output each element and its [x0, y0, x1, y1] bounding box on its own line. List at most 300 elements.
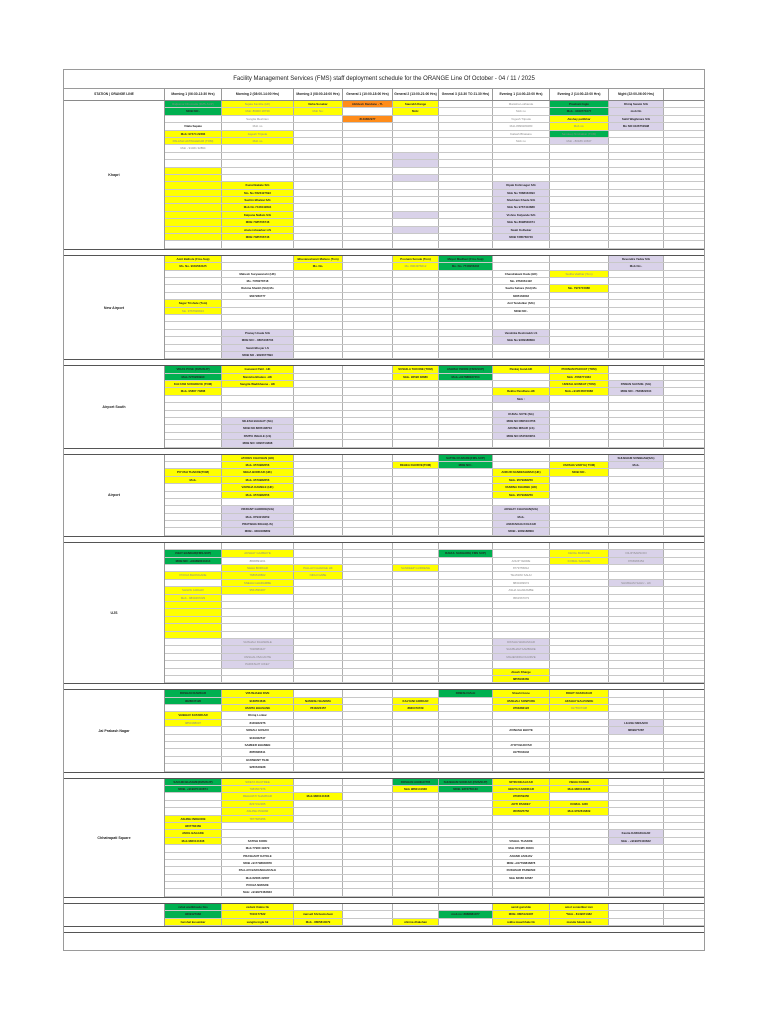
table-cell: harshal kusumkar [165, 919, 222, 925]
table-cell [294, 366, 343, 372]
table-row [165, 337, 704, 344]
table-cell: Mob 82086 32687 [222, 875, 294, 881]
table-cell [609, 131, 664, 137]
table-cell [294, 131, 343, 137]
table-cell: 9607289777 [222, 293, 294, 299]
table-cell [493, 602, 550, 608]
table-cell [393, 823, 439, 829]
table-cell [439, 300, 493, 306]
table-cell [550, 845, 609, 851]
table-cell [222, 669, 294, 675]
table-cell: Mob 9860141638 [294, 793, 343, 799]
table-cell [343, 366, 393, 372]
table-cell [439, 646, 493, 652]
table-cell [165, 425, 222, 431]
table-cell [294, 197, 343, 203]
table-cell: Mob - 9049771077 [550, 108, 609, 114]
table-cell [165, 609, 222, 615]
table-cell [393, 661, 439, 667]
table-cell [343, 521, 393, 527]
table-cell: Sangita Wadibhaune - HK [222, 381, 294, 387]
table-cell [393, 624, 439, 630]
table-cell: Mob No 7888163093 [493, 190, 550, 196]
table-cell: Mob - 9830497229 [165, 595, 222, 601]
table-row [165, 875, 704, 882]
station-block [64, 366, 704, 448]
table-cell [439, 808, 493, 814]
table-cell [439, 227, 493, 233]
table-cell [343, 801, 393, 807]
table-cell: MOB 7385766746 [222, 219, 294, 225]
table-cell: REHAVATI SHAMKAR [222, 793, 294, 799]
table-cell [294, 116, 343, 122]
table-cell: Mob: +919970463823 [222, 889, 294, 895]
table-row [165, 477, 704, 484]
table-cell [439, 153, 493, 159]
table-cell [222, 175, 294, 181]
table-cell [493, 816, 550, 822]
table-cell [609, 492, 664, 498]
table-cell [493, 609, 550, 615]
table-cell [165, 204, 222, 210]
table-cell: Sujata Kamble (HK) [222, 101, 294, 107]
table-cell [165, 654, 222, 660]
table-cell: Mob-7276263990 [165, 374, 222, 380]
table-cell [439, 204, 493, 210]
table-cell [493, 720, 550, 726]
table-cell [165, 521, 222, 527]
table-cell [393, 315, 439, 321]
table-cell [294, 190, 343, 196]
table-row [165, 425, 704, 432]
table-cell: Kailash Bhaisare [493, 131, 550, 137]
table-cell: Mob 9860141638 [165, 838, 222, 844]
table-cell: Mob-+919545873888 [550, 388, 609, 394]
table-cell: SHILPA JADHAV [165, 587, 222, 593]
table-cell [439, 558, 493, 564]
table-cell [493, 315, 550, 321]
table-cell [343, 654, 393, 660]
table-cell: 8149862977 [343, 116, 393, 122]
table-cell [609, 624, 664, 630]
table-cell [393, 720, 439, 726]
table-cell [343, 823, 393, 829]
table-cell [165, 757, 222, 763]
table-cell [439, 587, 493, 593]
table-cell [439, 116, 493, 122]
table-cell [439, 528, 493, 534]
table-cell [609, 904, 664, 910]
table-cell [493, 830, 550, 836]
table-row [165, 366, 704, 373]
table-cell: AKSHAY GAJBHIYE [222, 550, 294, 556]
table-row [165, 204, 704, 211]
table-cell [393, 735, 439, 741]
table-cell: Mob-+917888037454 [439, 374, 493, 380]
table-cell: MOB 7385766746 [222, 234, 294, 240]
table-cell [550, 345, 609, 351]
station-block [64, 256, 704, 360]
table-cell: 8485162818 [493, 293, 550, 299]
table-cell [165, 764, 222, 770]
table-cell [393, 727, 439, 733]
table-cell [439, 418, 493, 424]
table-cell: Mob No 7448142894 [222, 204, 294, 210]
table-cell [493, 455, 550, 461]
table-cell [439, 160, 493, 166]
table-cell [550, 197, 609, 203]
table-cell [294, 337, 343, 343]
table-cell: Mob: 86000 18739 [222, 108, 294, 114]
table-cell [493, 403, 550, 409]
table-cell [165, 528, 222, 534]
table-cell [393, 676, 439, 682]
table-cell [294, 469, 343, 475]
table-row [165, 705, 704, 712]
table-row [165, 411, 704, 418]
table-cell [222, 308, 294, 314]
table-row [165, 271, 704, 278]
table-cell [609, 749, 664, 755]
table-cell [609, 764, 664, 770]
table-cell [439, 278, 493, 284]
table-cell: MOB NO:- 7620822234 [609, 388, 664, 394]
table-cell [550, 433, 609, 439]
table-cell [393, 521, 439, 527]
table-cell [343, 315, 393, 321]
table-cell [294, 690, 343, 696]
table-cell [222, 602, 294, 608]
table-cell [343, 374, 393, 380]
table-cell [165, 337, 222, 343]
table-cell [550, 160, 609, 166]
table-cell [609, 418, 664, 424]
table-row [165, 808, 704, 815]
table-cell [222, 388, 294, 394]
table-cell: PAPPA INGALE (LS) [222, 433, 294, 439]
table-cell [393, 609, 439, 615]
table-cell [165, 632, 222, 638]
table-cell [609, 484, 664, 490]
table-row [165, 160, 704, 167]
table-row [165, 227, 704, 234]
table-cell [343, 330, 393, 336]
table-cell [493, 735, 550, 741]
table-cell [343, 138, 393, 144]
table-cell: PALLAVI GHADGE HK [294, 565, 343, 571]
table-cell [393, 116, 439, 122]
table-cell [550, 646, 609, 652]
table-cell [609, 477, 664, 483]
table-cell [393, 300, 439, 306]
table-cell [550, 580, 609, 586]
table-cell [343, 572, 393, 578]
table-cell [343, 145, 393, 151]
table-cell [609, 572, 664, 578]
table-cell: vedant thakre hk [222, 904, 294, 910]
table-cell [294, 727, 343, 733]
table-cell [550, 506, 609, 512]
table-cell [343, 698, 393, 704]
table-cell [343, 227, 393, 233]
table-cell: AKSHAY CHAVHAN(S/G) [493, 506, 550, 512]
table-cell [550, 749, 609, 755]
table-row [165, 381, 704, 388]
table-cell [550, 337, 609, 343]
table-cell [439, 330, 493, 336]
table-cell [393, 816, 439, 822]
table-cell [294, 234, 343, 240]
table-cell [165, 889, 222, 895]
table-cell: MOB 7385766746 [493, 234, 550, 240]
table-cell [294, 742, 343, 748]
table-cell: POOJA BHONGADE [165, 572, 222, 578]
table-cell: KUNAL SUTE (SG) [493, 411, 550, 417]
table-cell: 9850188007 [165, 720, 222, 726]
table-row [165, 506, 704, 513]
table-cell [343, 793, 393, 799]
table-cell [393, 646, 439, 652]
table-cell [609, 425, 664, 431]
table-row [165, 440, 704, 447]
table-row [165, 285, 704, 292]
table-cell [550, 256, 609, 262]
table-cell: 8830499974 [493, 580, 550, 586]
table-cell: VANITA BHASANE [222, 705, 294, 711]
table-cell [165, 168, 222, 174]
table-cell [343, 123, 393, 129]
table-cell [294, 904, 343, 910]
table-cell [343, 882, 393, 888]
table-cell [343, 911, 393, 917]
table-cell [439, 602, 493, 608]
table-row [165, 572, 704, 579]
table-cell [493, 145, 550, 151]
table-cell: JYOTI BHOYAR [493, 742, 550, 748]
table-cell [343, 160, 393, 166]
table-row [165, 624, 704, 631]
schedule-body [64, 101, 704, 933]
table-cell: Dipak Kshirsagar S/G [493, 182, 550, 188]
table-cell [294, 204, 343, 210]
table-cell [393, 617, 439, 623]
table-row [165, 278, 704, 285]
table-cell: AMOL BAGADE [165, 830, 222, 836]
table-cell: Mob No:- [609, 263, 664, 269]
table-cell: VARSHA VAIDYA( TOM) [550, 462, 609, 468]
table-cell: DINESH NALE [439, 690, 493, 696]
table-cell: NITIN INGALKAR [493, 779, 550, 785]
table-cell [165, 867, 222, 873]
table-cell [550, 234, 609, 240]
table-row [165, 168, 704, 175]
table-cell: MOB NO 8805104756 [493, 418, 550, 424]
table-cell: AKSHAY BALPANDE [550, 698, 609, 704]
table-cell [550, 609, 609, 615]
table-cell [343, 219, 393, 225]
header-cell: Morning 3 (08:00-16:00 Hrs) [294, 89, 343, 100]
table-cell [550, 153, 609, 159]
table-cell [439, 469, 493, 475]
table-cell: Mob no [222, 138, 294, 144]
table-cell: GUNWANT TEJE [222, 757, 294, 763]
table-cell: Prashant Ingle [550, 101, 609, 107]
table-cell [343, 764, 393, 770]
table-row [165, 345, 704, 352]
table-cell [343, 705, 393, 711]
table-cell [493, 175, 550, 181]
station-block [64, 904, 704, 927]
table-cell [294, 595, 343, 601]
table-cell [343, 617, 393, 623]
table-cell [550, 528, 609, 534]
table-cell [165, 860, 222, 866]
table-cell [609, 506, 664, 512]
table-cell [294, 514, 343, 520]
table-row [165, 101, 704, 108]
table-cell [609, 234, 664, 240]
table-cell: UMESH. BONKAT (TOM) [550, 381, 609, 387]
table-cell: Mob- 9579982256 [222, 492, 294, 498]
table-cell [165, 175, 222, 181]
table-cell [609, 138, 664, 144]
table-cell: mob no: 8888881077 [439, 911, 493, 917]
table-row [165, 632, 704, 639]
table-cell [439, 138, 493, 144]
table-cell [609, 889, 664, 895]
table-cell [393, 234, 439, 240]
table-cell: Rekha Pandhare-HK [493, 388, 550, 394]
table-cell [550, 514, 609, 520]
table-cell [393, 271, 439, 277]
table-cell: Sangita Meshram [222, 116, 294, 122]
table-cell [609, 212, 664, 218]
table-cell: SANDEEP GURDENE [393, 565, 439, 571]
table-cell: ASHISH PAWAR [222, 808, 294, 814]
table-row [165, 853, 704, 860]
table-cell [393, 160, 439, 166]
table-cell: marsell Shrivamshum [294, 911, 343, 917]
table-cell: MOB- 8805129487 [493, 911, 550, 917]
table-cell: AVINASH BHUTE [493, 727, 550, 733]
table-row [165, 499, 704, 506]
table-cell: manda fulade tom [550, 919, 609, 925]
table-row [165, 116, 704, 123]
table-cell: Mo. No. [294, 263, 343, 269]
table-cell [343, 853, 393, 859]
table-cell [393, 867, 439, 873]
table-row [165, 145, 704, 152]
table-cell: PARIKSHIT UIKEY [222, 661, 294, 667]
table-cell [493, 160, 550, 166]
table-cell: 9763559356 [493, 793, 550, 799]
table-cell: Mob No: [294, 108, 343, 114]
table-cell [343, 639, 393, 645]
table-cell [294, 425, 343, 431]
table-cell [439, 595, 493, 601]
table-cell [343, 499, 393, 505]
table-cell: *Mob - 8149671382 [550, 911, 609, 917]
table-cell [609, 374, 664, 380]
table-cell [343, 506, 393, 512]
table-cell: Mo NO:9136752998 [609, 123, 664, 129]
table-cell [609, 632, 664, 638]
table-cell [550, 875, 609, 881]
table-cell: Mob - 91461 32894 [165, 145, 222, 151]
table-row [165, 492, 704, 499]
table-cell [439, 609, 493, 615]
table-cell [294, 816, 343, 822]
table-cell [609, 779, 664, 785]
table-cell [439, 698, 493, 704]
table-cell: Akash Dharge [493, 669, 550, 675]
table-cell [343, 838, 393, 844]
table-cell [439, 565, 493, 571]
table-cell: MOB +917798846878 [493, 860, 550, 866]
table-cell [609, 433, 664, 439]
table-cell: NEHA BORKAR [222, 565, 294, 571]
table-cell [493, 352, 550, 358]
table-cell: Mob 9762816839 [550, 808, 609, 814]
table-cell [439, 271, 493, 277]
table-cell [550, 595, 609, 601]
table-cell: Mo. 8004976612 [393, 263, 439, 269]
table-cell [393, 757, 439, 763]
table-cell [294, 669, 343, 675]
table-cell [439, 182, 493, 188]
table-cell [393, 801, 439, 807]
table-cell [550, 720, 609, 726]
table-cell: SACHIN BHASME(FMS/SUP) [165, 779, 222, 785]
table-cell [165, 735, 222, 741]
table-row [165, 521, 704, 528]
table-cell [550, 602, 609, 608]
table-cell [550, 308, 609, 314]
table-cell [393, 190, 439, 196]
table-cell [439, 919, 493, 925]
table-cell [439, 411, 493, 417]
table-cell [439, 860, 493, 866]
station-block [64, 455, 704, 537]
table-cell: 9028647126 [165, 698, 222, 704]
table-cell: RUKHSAR PARWANI [493, 867, 550, 873]
table-cell: ROSHAN AGNIHOTRI [393, 779, 439, 785]
table-cell [609, 867, 664, 873]
table-cell [393, 595, 439, 601]
table-cell [165, 580, 222, 586]
table-cell: Swati Kolhekar [493, 227, 550, 233]
table-cell [393, 440, 439, 446]
table-cell [393, 793, 439, 799]
table-cell [343, 860, 393, 866]
table-row [165, 602, 704, 609]
table-cell: PAWAN SAYADE. (SG) [609, 381, 664, 387]
table-cell [393, 506, 439, 512]
table-cell [609, 654, 664, 660]
table-cell [222, 823, 294, 829]
table-cell [439, 801, 493, 807]
table-cell [393, 285, 439, 291]
table-cell: MOB NO: +919890044414 [165, 558, 222, 564]
table-cell: MOB:- 9309188809 [493, 528, 550, 534]
table-cell [294, 661, 343, 667]
table-cell [493, 632, 550, 638]
table-cell: GEETA KANDIKAR [493, 786, 550, 792]
table-cell [393, 860, 439, 866]
table-cell: MOB NO:- [493, 308, 550, 314]
table-cell [343, 396, 393, 402]
table-cell: Yogesh Tripude [493, 116, 550, 122]
